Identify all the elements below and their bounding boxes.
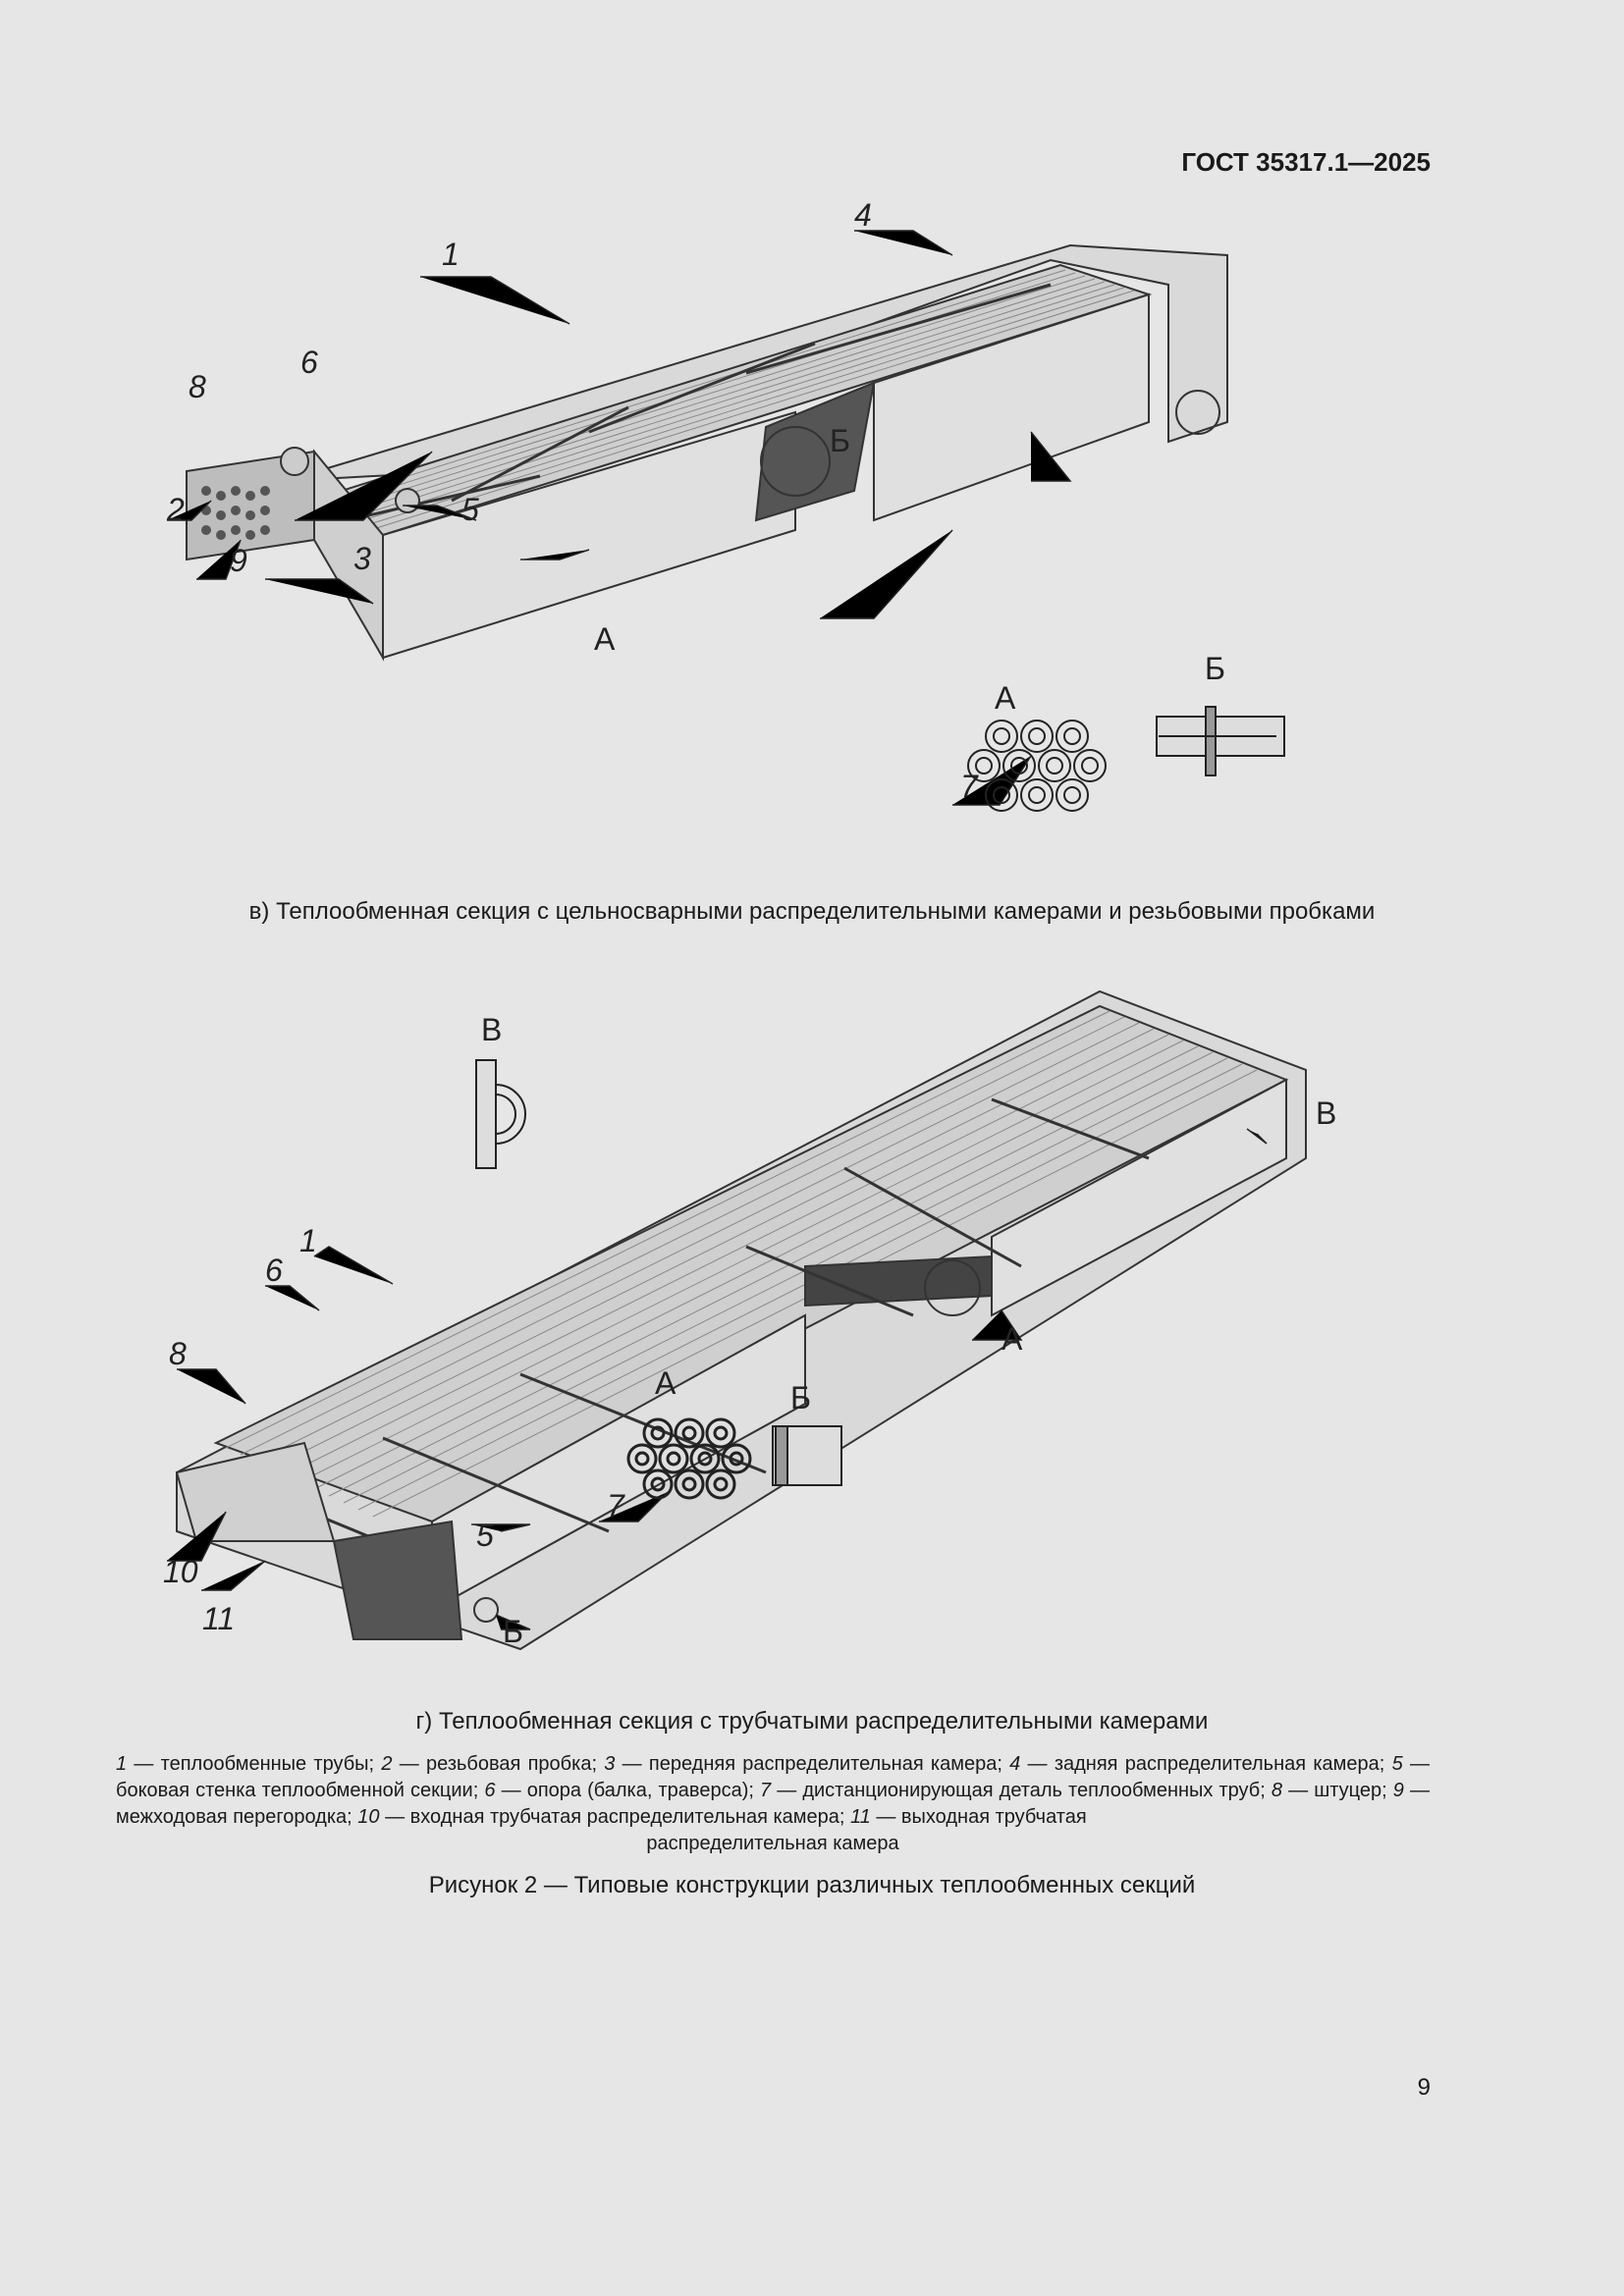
legend-num: 5 [1391,1753,1403,1775]
legend-text: — резьбовая пробка; [392,1753,605,1775]
figure-v-caption: в) Теплообменная секция с цельносварными распределительными камерами и резьбовыми пробками [248,898,1376,925]
legend-num: 6 [484,1780,496,1801]
figure-v-drawing [167,197,1306,893]
callout-5: 5 [476,1518,494,1553]
callout-3: 3 [353,541,371,576]
callout-9: 9 [230,543,247,578]
legend-text: — межходовая перегородка; [116,1780,1431,1828]
callout-4: 4 [854,197,872,233]
legend-tail: распределительная камера [646,1833,899,1854]
detail-a-label: А [1001,1321,1023,1357]
callout-7: 7 [960,769,978,804]
callout-1: 1 [442,237,460,272]
figure-g-drawing [157,972,1335,1659]
callout-6: 6 [265,1253,283,1288]
legend-text: — боковая стенка теплообменной секции; [116,1753,1430,1801]
detail-a-label: А [594,621,616,657]
legend-num: 9 [1392,1780,1404,1801]
legend-text: — передняя распределительная камера; [615,1753,1010,1775]
figure-title: Рисунок 2 — Типовые конструкции различных теплообменных секций [428,1872,1196,1898]
page-number: 9 [1417,2074,1431,2101]
callout-5: 5 [461,492,479,527]
detail-v-drawing [476,1012,525,1168]
figure-g-caption: г) Теплообменная секция с трубчатыми распределительными камерами [415,1708,1209,1735]
detail-b-label: Б [503,1614,523,1649]
legend-text: — выходная трубчатая [870,1806,1087,1828]
legend-num: 10 [357,1806,380,1828]
legend-text: — опора (балка, траверса); [495,1780,761,1801]
callout-7: 7 [607,1488,624,1523]
callout-6: 6 [300,345,318,380]
detail-b-label: Б [830,423,850,458]
nozzle [281,448,308,475]
callout-10: 10 [163,1554,198,1589]
callout-2: 2 [167,492,185,527]
detail-v-label: В [1316,1095,1337,1131]
callout-8: 8 [169,1336,187,1371]
legend-num: 3 [604,1753,616,1775]
legend-num: 11 [850,1806,871,1828]
legend-text: — теплообменные трубы; [127,1753,382,1775]
legend-text: — задняя распределительная камера; [1020,1753,1392,1775]
outlet-chamber [334,1522,461,1639]
figure-legend [116,1751,1430,1857]
callout-11: 11 [202,1601,236,1636]
callout-1: 1 [299,1223,317,1258]
legend-text: — штуцер; [1282,1780,1393,1801]
legend-num: 7 [760,1780,772,1801]
detail-b-drawing [1157,651,1284,775]
svg-text:А: А [655,1365,677,1401]
svg-text:Б: Б [790,1380,811,1415]
legend-text: — дистанционирующая деталь теплообменных труб; [771,1780,1272,1801]
legend-num: 2 [381,1753,393,1775]
document-code: ГОСТ 35317.1—2025 [1181,147,1431,177]
svg-text:В: В [481,1012,503,1047]
legend-num: 8 [1271,1780,1283,1801]
callout-8: 8 [189,369,206,404]
svg-text:Б: Б [1205,651,1225,686]
legend-num: 4 [1009,1753,1021,1775]
svg-text:А: А [995,680,1016,716]
legend-text: — входная трубчатая распределительная камера; [379,1806,851,1828]
legend-num: 1 [116,1753,128,1775]
